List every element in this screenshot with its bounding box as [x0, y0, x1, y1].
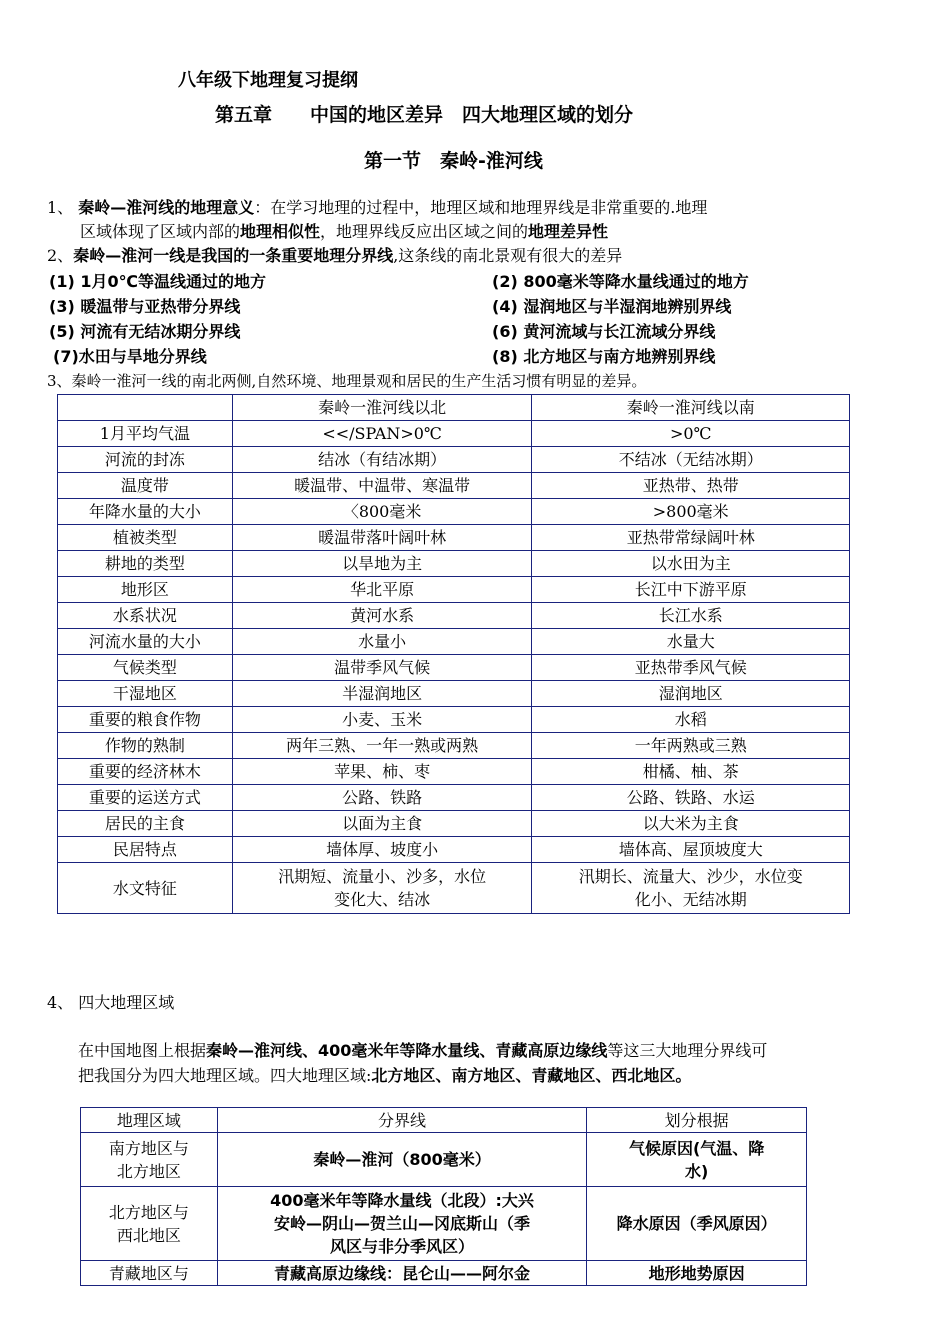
table-row: [58, 551, 850, 577]
table-cell: 以面为主食: [232, 811, 532, 837]
table-row: [58, 811, 850, 837]
table-cell: 青藏地区与: [81, 1261, 218, 1286]
table-row: [58, 655, 850, 681]
table-header-cell: 秦岭一淮河线以南: [532, 395, 850, 421]
table-cell: 一年两熟或三熟: [532, 733, 850, 759]
table-cell: 以水田为主: [532, 551, 850, 577]
list-item: (7)水田与旱地分界线: [53, 347, 207, 366]
table-cell: 〈800毫米: [232, 499, 532, 525]
table-header-cell: 划分根据: [587, 1108, 807, 1133]
table-cell: 华北平原: [232, 577, 532, 603]
table-row: [81, 1187, 807, 1261]
table-cell: 重要的粮食作物: [58, 707, 233, 733]
table-cell: 暖温带落叶阔叶林: [232, 525, 532, 551]
table-cell: 公路、铁路: [232, 785, 532, 811]
table-header-cell: 秦岭一淮河线以北: [232, 395, 532, 421]
section-4-heading: 4、 四大地理区域: [47, 993, 175, 1012]
list-item: (6) 黄河流域与长江流域分界线: [492, 322, 716, 341]
table-cell: 耕地的类型: [58, 551, 233, 577]
table-row: [58, 603, 850, 629]
table-row: [81, 1261, 807, 1286]
table-cell: 降水原因（季风原因）: [587, 1187, 807, 1261]
paragraph-3: 3、秦岭一淮河一线的南北两侧,自然环境、地理景观和居民的生产生活习惯有明显的差异。: [47, 372, 647, 390]
table-cell: 重要的经济林木: [58, 759, 233, 785]
table-header-cell: 地理区域: [81, 1108, 218, 1133]
table-cell: 秦岭—淮河（800毫米）: [217, 1133, 586, 1187]
table-row: [58, 447, 850, 473]
table-cell: 湿润地区: [532, 681, 850, 707]
table-cell: 民居特点: [58, 837, 233, 863]
table-row: [58, 473, 850, 499]
paragraph-2: 2、秦岭—淮河一线是我国的一条重要地理分界线,这条线的南北景观有很大的差异: [47, 246, 623, 265]
paragraph-1-line-1: 1、 秦岭—淮河线的地理意义：在学习地理的过程中，地理区域和地理界线是非常重要的.地理: [47, 198, 708, 217]
chapter-title: 第五章 中国的地区差异 四大地理区域的划分: [215, 104, 634, 126]
table-cell: 苹果、柿、枣: [232, 759, 532, 785]
north-south-comparison-table: [57, 394, 850, 914]
list-item: (1) 1月0℃等温线通过的地方: [49, 272, 266, 291]
table-cell: >800毫米: [532, 499, 850, 525]
regions-division-table: [80, 1107, 807, 1286]
table-cell: 小麦、玉米: [232, 707, 532, 733]
section-4-text-line-2: 把我国分为四大地理区域。四大地理区域:北方地区、南方地区、青藏地区、西北地区。: [78, 1066, 692, 1085]
table-cell: 暖温带、中温带、寒温带: [232, 473, 532, 499]
list-item: (5) 河流有无结冰期分界线: [49, 322, 241, 341]
table-cell: 1月平均气温: [58, 421, 233, 447]
table-cell: 结冰（有结冰期）: [232, 447, 532, 473]
table-cell: 温度带: [58, 473, 233, 499]
list-item: (3) 暖温带与亚热带分界线: [49, 297, 241, 316]
table-cell: 墙体厚、坡度小: [232, 837, 532, 863]
table-cell: 长江水系: [532, 603, 850, 629]
table-cell: 400毫米年等降水量线（北段）:大兴 安岭—阴山—贺兰山—冈底斯山（季 风区与非分季风区）: [217, 1187, 586, 1261]
table-cell: <</SPAN>0℃: [232, 421, 532, 447]
list-item: (2) 800毫米等降水量线通过的地方: [492, 272, 749, 291]
table-header-cell: [58, 395, 233, 421]
table-cell: 水量小: [232, 629, 532, 655]
table-cell: 作物的熟制: [58, 733, 233, 759]
table-cell: 地形地势原因: [587, 1261, 807, 1286]
section-title: 第一节 秦岭-淮河线: [364, 150, 543, 172]
table-row: [58, 681, 850, 707]
table-row: [58, 863, 850, 914]
table-header-cell: 分界线: [217, 1108, 586, 1133]
table-cell: 亚热带季风气候: [532, 655, 850, 681]
paragraph-1-line-2: 区域体现了区域内部的地理相似性，地理界线反应出区域之间的地理差异性: [80, 222, 609, 241]
table-cell: 亚热带、热带: [532, 473, 850, 499]
table-row: [58, 421, 850, 447]
table-row: [58, 785, 850, 811]
table-cell: 水量大: [532, 629, 850, 655]
table-cell: 水文特征: [58, 863, 233, 914]
table-cell: 地形区: [58, 577, 233, 603]
table-cell: 南方地区与 北方地区: [81, 1133, 218, 1187]
table-cell: 以大米为主食: [532, 811, 850, 837]
table-cell: 气候原因(气温、降 水): [587, 1133, 807, 1187]
document-title: 八年级下地理复习提纲: [178, 70, 358, 91]
table-cell: 亚热带常绿阔叶林: [532, 525, 850, 551]
table-cell: 以旱地为主: [232, 551, 532, 577]
table-cell: 墙体高、屋顶坡度大: [532, 837, 850, 863]
section-4-text-line-1: 在中国地图上根据秦岭—淮河线、400毫米年等降水量线、青藏高原边缘线等这三大地理分界线可: [78, 1041, 768, 1060]
table-row: [58, 577, 850, 603]
table-cell: 汛期长、流量大、沙少，水位变 化小、无结冰期: [532, 863, 850, 914]
table-cell: 青藏高原边缘线：昆仑山——阿尔金: [217, 1261, 586, 1286]
table-row: [81, 1133, 807, 1187]
table-cell: 柑橘、柚、茶: [532, 759, 850, 785]
table-cell: 温带季风气候: [232, 655, 532, 681]
table-cell: 干湿地区: [58, 681, 233, 707]
list-item: (4) 湿润地区与半湿润地辨别界线: [492, 297, 732, 316]
table-cell: 半湿润地区: [232, 681, 532, 707]
table-cell: 重要的运送方式: [58, 785, 233, 811]
table-row: [58, 525, 850, 551]
table-cell: 两年三熟、一年一熟或两熟: [232, 733, 532, 759]
table-cell: 黄河水系: [232, 603, 532, 629]
table-cell: 植被类型: [58, 525, 233, 551]
table-row: [58, 629, 850, 655]
table-cell: 汛期短、流量小、沙多，水位 变化大、结冰: [232, 863, 532, 914]
table-row: [58, 733, 850, 759]
table-cell: 公路、铁路、水运: [532, 785, 850, 811]
table-row: [58, 759, 850, 785]
table-cell: 水系状况: [58, 603, 233, 629]
table-row: [58, 707, 850, 733]
table-cell: 居民的主食: [58, 811, 233, 837]
table-cell: 气候类型: [58, 655, 233, 681]
table-header-row: [81, 1108, 807, 1133]
table-cell: 水稻: [532, 707, 850, 733]
table-row: [58, 499, 850, 525]
table-header-row: [58, 395, 850, 421]
list-item: (8) 北方地区与南方地辨别界线: [492, 347, 716, 366]
table-cell: 长江中下游平原: [532, 577, 850, 603]
table-cell: 不结冰（无结冰期）: [532, 447, 850, 473]
table-cell: 年降水量的大小: [58, 499, 233, 525]
table-row: [58, 837, 850, 863]
table-cell: 河流的封冻: [58, 447, 233, 473]
table-cell: >0℃: [532, 421, 850, 447]
table-cell: 北方地区与 西北地区: [81, 1187, 218, 1261]
table-cell: 河流水量的大小: [58, 629, 233, 655]
